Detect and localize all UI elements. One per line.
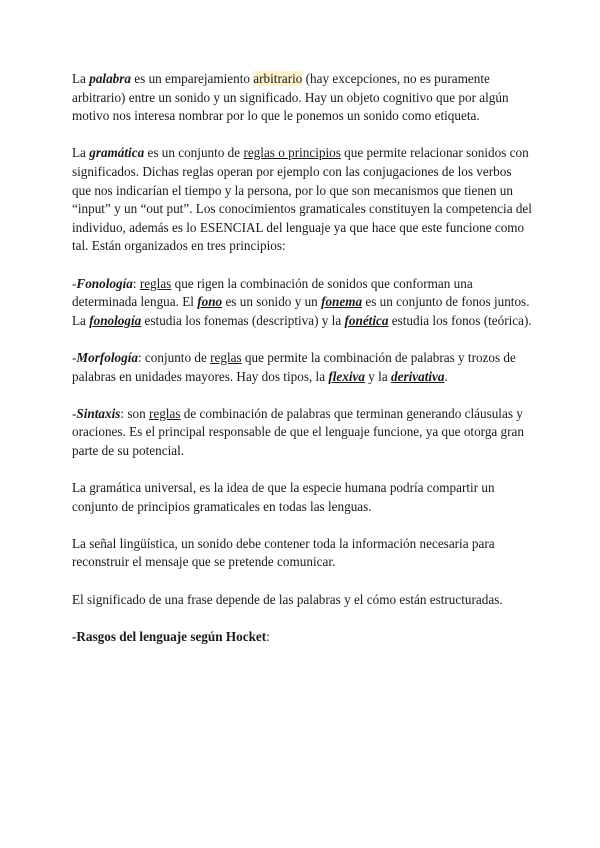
paragraph-morfologia	[72, 349, 532, 386]
paragraph-senal-linguistica: La señal lingüística, un sonido debe contener toda la información necesaria para reconstruir el mensaje que se pretende comunicar.	[72, 535, 495, 570]
term-morfologia: Morfología	[76, 349, 138, 365]
text-run: La	[72, 145, 90, 161]
text-run: y la	[364, 368, 391, 384]
text-run: : conjunto de	[137, 349, 211, 365]
text-run: -	[72, 275, 77, 291]
text-run: es un sonido y un	[222, 294, 322, 310]
paragraph-gramatica-universal: La gramática universal, es la idea de que la especie humana podría compartir un conjunto de principios gramaticales en todas las lenguas.	[72, 480, 495, 514]
paragraph-sintaxis	[72, 405, 532, 461]
term-gramatica: gramática	[89, 145, 145, 161]
text-run: : son	[120, 405, 149, 421]
heading-text: -Rasgos del lenguaje según Hocket	[72, 628, 267, 644]
term-derivativa: derivativa	[391, 368, 445, 384]
term-palabra: palabra	[89, 71, 131, 86]
document-page	[72, 70, 532, 665]
text-run: La	[72, 71, 90, 86]
underlined-word: reglas	[139, 275, 172, 291]
text-run: que rigen la combinación de sonidos que conforman una determinada lengua. El	[72, 275, 473, 310]
text-run: estudia los fonos (teórica).	[388, 312, 532, 328]
text-run: -	[72, 349, 77, 365]
underlined-word: reglas	[210, 349, 242, 365]
term-fonetica: fonética	[344, 312, 389, 328]
term-fono: fono	[197, 294, 223, 310]
paragraph-fonologia	[72, 275, 532, 331]
text-run: -	[72, 405, 77, 421]
paragraph-gramatica	[72, 144, 532, 256]
text-run: que permite la combinación de palabras y trozos de palabras en unidades mayores. Hay dos tipos, la	[72, 349, 516, 384]
highlighted-word: arbitrario	[253, 71, 303, 86]
underlined-word: reglas	[148, 405, 181, 421]
paragraph-palabra	[72, 70, 532, 126]
text-run: estudia los fonemas (descriptiva) y la	[141, 312, 345, 328]
term-fonologia-inline: fonología	[89, 312, 142, 328]
text-run: es un conjunto de	[144, 145, 244, 161]
text-run: :	[266, 628, 270, 644]
term-flexiva: flexiva	[328, 368, 365, 384]
text-run: (hay excepciones, no es puramente arbitrario) entre un sonido y un significado. Hay un objeto cognitivo que por algún motivo nos interesa nombrar por lo que le ponemos un sonido como etiqueta.	[72, 71, 509, 124]
text-run: es un emparejamiento	[130, 71, 254, 86]
term-sintaxis: Sintaxis	[76, 405, 121, 421]
paragraph-significado: El significado de una frase depende de las palabras y el cómo están estructuradas.	[72, 591, 503, 607]
text-run: de combinación de palabras que terminan generando cláusulas y oraciones. Es el principal responsable de que el lenguaje funcione, ya que otorga gran parte de su potencial.	[72, 405, 524, 458]
underlined-phrase: reglas o principios	[243, 145, 341, 161]
text-run: que permite relacionar sonidos con significados. Dichas reglas operan por ejemplo con las conjugaciones de los verbos que nos indicarían el tiempo y la persona, por lo que son mecanismos que tienen un “input” y un “out put”. Los conocimientos gramaticales constituyen la competencia del individuo, además es lo ESENCIAL del lenguaje ya que hace que este funcione como tal. Están organizados en tres principios:	[72, 145, 532, 254]
text-run: .	[444, 368, 448, 384]
text-run: es un conjunto de fonos juntos. La	[72, 294, 530, 328]
heading-rasgos-hocket	[72, 628, 532, 647]
text-run: :	[132, 275, 140, 291]
term-fonema: fonema	[321, 294, 363, 310]
term-fonologia: Fonología	[76, 275, 133, 291]
